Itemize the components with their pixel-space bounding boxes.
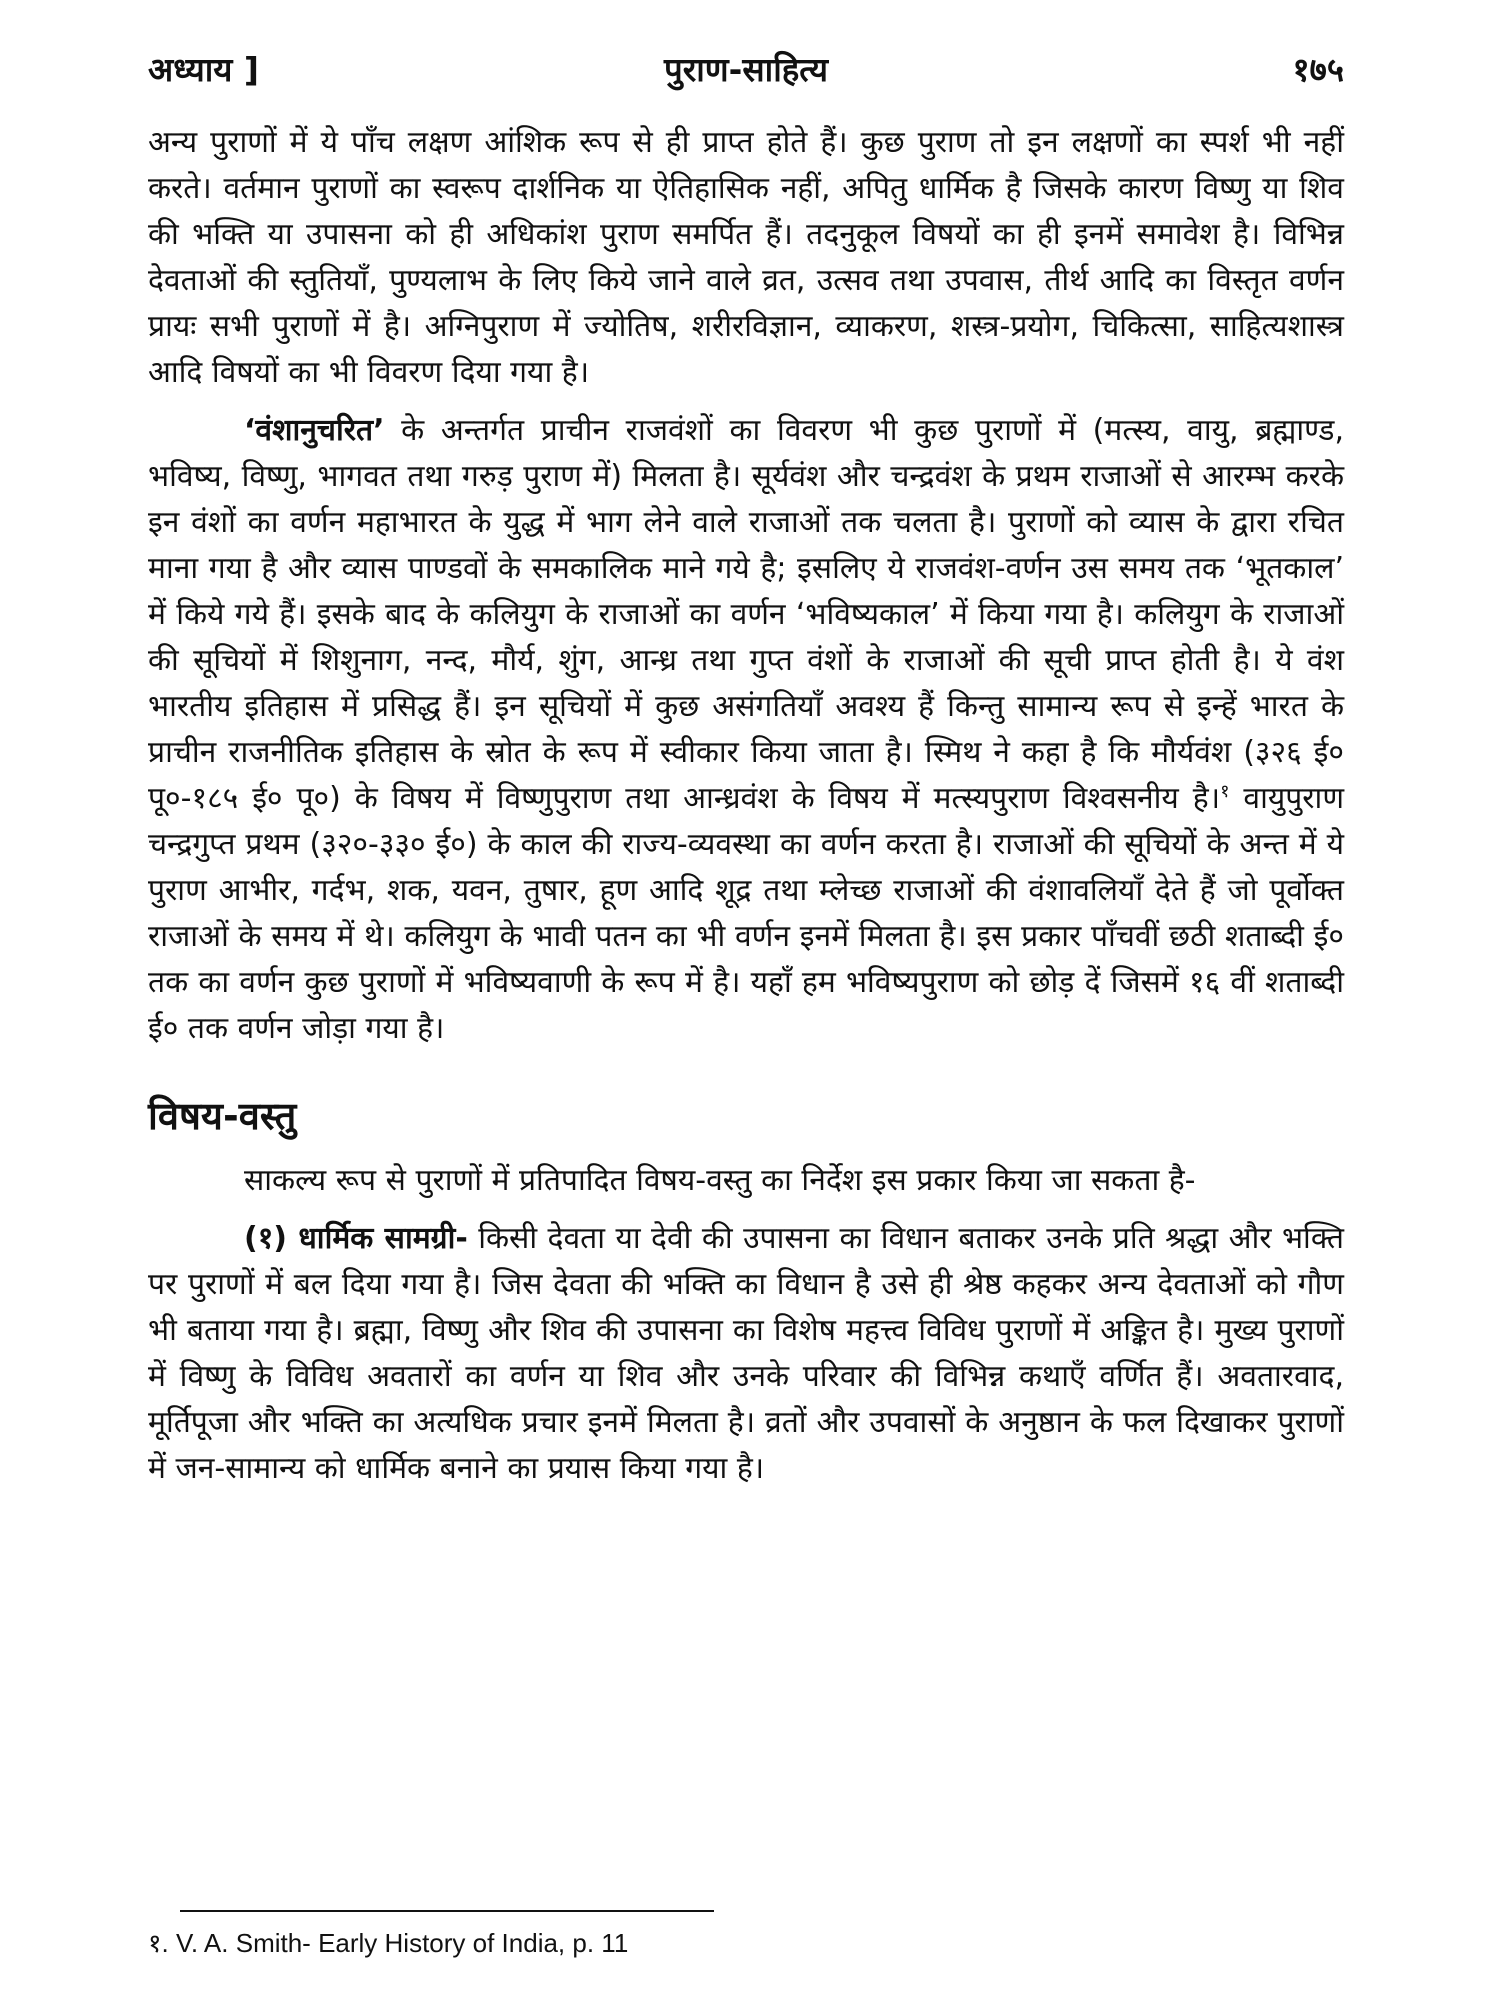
paragraph-vanshanucharit-text-a: के अन्तर्गत प्राचीन राजवंशों का विवरण भी कुछ पुराणों में (मत्स्य, वायु, ब्रह्माण्ड, भविष्य, विष्णु, भागवत तथा गरुड़ पुराण में) मिलता है। सूर्यवंश और चन्द्रवंश के प्रथम राजाओं से आरम्भ करके इन वंशों का वर्णन महाभारत के युद्ध में भाग लेने वाले राजाओं तक चलता है। पुराणों को व्यास के द्वारा रचित माना गया है और व्यास पाण्डवों के समकालिक माने गये है; इसलिए ये राजवंश-वर्णन उस समय तक ‘भूतकाल’ में किये गये हैं। इसके बाद के कलियुग के राजाओं का वर्णन ‘भविष्यकाल’ में किया गया है। कलियुग के राजाओं की सूचियों में शिशुनाग, नन्द, मौर्य, शुंग, आन्ध्र तथा गुप्त वंशों के राजाओं की सूची प्राप्त होती है। ये वंश भारतीय इतिहास में प्रसिद्ध हैं। इन सूचियों में कुछ असंगतियाँ अवश्य हैं किन्तु सामान्य रूप से इन्हें भारत के प्राचीन राजनीतिक इतिहास के स्रोत के रूप में स्वीकार किया जाता है। स्मिथ ने कहा है कि मौर्यवंश (३२६ ई० पू०-१८५ ई० पू०) के विषय में विष्णुपुराण तथा आन्ध्रवंश के विषय में मत्स्यपुराण विश्वसनीय है। <box>148 413 1344 816</box>
paragraph-lakshan: अन्य पुराणों में ये पाँच लक्षण आंशिक रूप से ही प्राप्त होते हैं। कुछ पुराण तो इन लक्षणों का स्पर्श भी नहीं करते। वर्तमान पुराणों का स्वरूप दार्शनिक या ऐतिहासिक नहीं, अपितु धार्मिक है जिसके कारण विष्णु या शिव की भक्ति या उपासना को ही अधिकांश पुराण समर्पित हैं। तदनुकूल विषयों का ही इनमें समावेश है। विभिन्न देवताओं की स्तुतियाँ, पुण्यलाभ के लिए किये जाने वाले व्रत, उत्सव तथा उपवास, तीर्थ आदि का विस्तृत वर्णन प्रायः सभी पुराणों में है। अग्निपुराण में ज्योतिष, शरीरविज्ञान, व्याकरण, शस्त्र-प्रयोग, चिकित्सा, साहित्यशास्त्र आदि विषयों का भी विवरण दिया गया है। <box>148 125 1344 390</box>
paragraph-intro: साकल्य रूप से पुराणों में प्रतिपादित विषय-वस्तु का निर्देश इस प्रकार किया जा सकता है- <box>244 1163 1196 1198</box>
page-title: पुराण-साहित्य <box>664 50 828 89</box>
chapter-label: अध्याय ] <box>148 50 260 89</box>
paragraph-dharmik-text: किसी देवता या देवी की उपासना का विधान बताकर उनके प्रति श्रद्धा और भक्ति पर पुराणों में बल दिया गया है। जिस देवता की भक्ति का विधान है उसे ही श्रेष्ठ कहकर अन्य देवताओं को गौण भी बताया गया है। ब्रह्मा, विष्णु और शिव की उपासना का विशेष महत्त्व विविध पुराणों में अङ्कित है। मुख्य पुराणों में विष्णु के विविध अवतारों का वर्णन या शिव और उनके परिवार की विभिन्न कथाएँ वर्णित हैं। अवतारवाद, मूर्तिपूजा और भक्ति का अत्यधिक प्रचार इनमें मिलता है। व्रतों और उपवासों के अनुष्ठान के फल दिखाकर पुराणों में जन-सामान्य को धार्मिक बनाने का प्रयास किया गया है। <box>148 1221 1344 1486</box>
paragraph-dharmik <box>148 1216 1344 1492</box>
footnote-marker: १ <box>1220 781 1230 802</box>
paragraph-vanshanucharit <box>148 408 1344 1052</box>
main-text <box>148 120 1344 1492</box>
footnote-divider <box>180 1910 714 1912</box>
footnote: १. V. A. Smith- Early History of India, p. 11 <box>148 1928 629 1958</box>
running-header <box>148 40 1344 100</box>
section-heading: विषय-वस्तु <box>148 1094 297 1138</box>
term-dharmik-samagri: (१) धार्मिक सामग्री- <box>244 1221 468 1256</box>
paragraph-vanshanucharit-text-b: वायुपुराण चन्द्रगुप्त प्रथम (३२०-३३० ई०) के काल की राज्य-व्यवस्था का वर्णन करता है। राजाओं की सूचियों के अन्त में ये पुराण आभीर, गर्दभ, शक, यवन, तुषार, हूण आदि शूद्र तथा म्लेच्छ राजाओं की वंशावलियाँ देते हैं जो पूर्वोक्त राजाओं के समय में थे। कलियुग के भावी पतन का भी वर्णन इनमें मिलता है। इस प्रकार पाँचवीं छठी शताब्दी ई० तक का वर्णन कुछ पुराणों में भविष्यवाणी के रूप में है। यहाँ हम भविष्यपुराण को छोड़ दें जिसमें १६ वीं शताब्दी ई० तक वर्णन जोड़ा गया है। <box>148 781 1345 1046</box>
term-vanshanucharit: ‘वंशानुचरित’ <box>244 413 385 448</box>
page-number: १७५ <box>1292 50 1344 89</box>
